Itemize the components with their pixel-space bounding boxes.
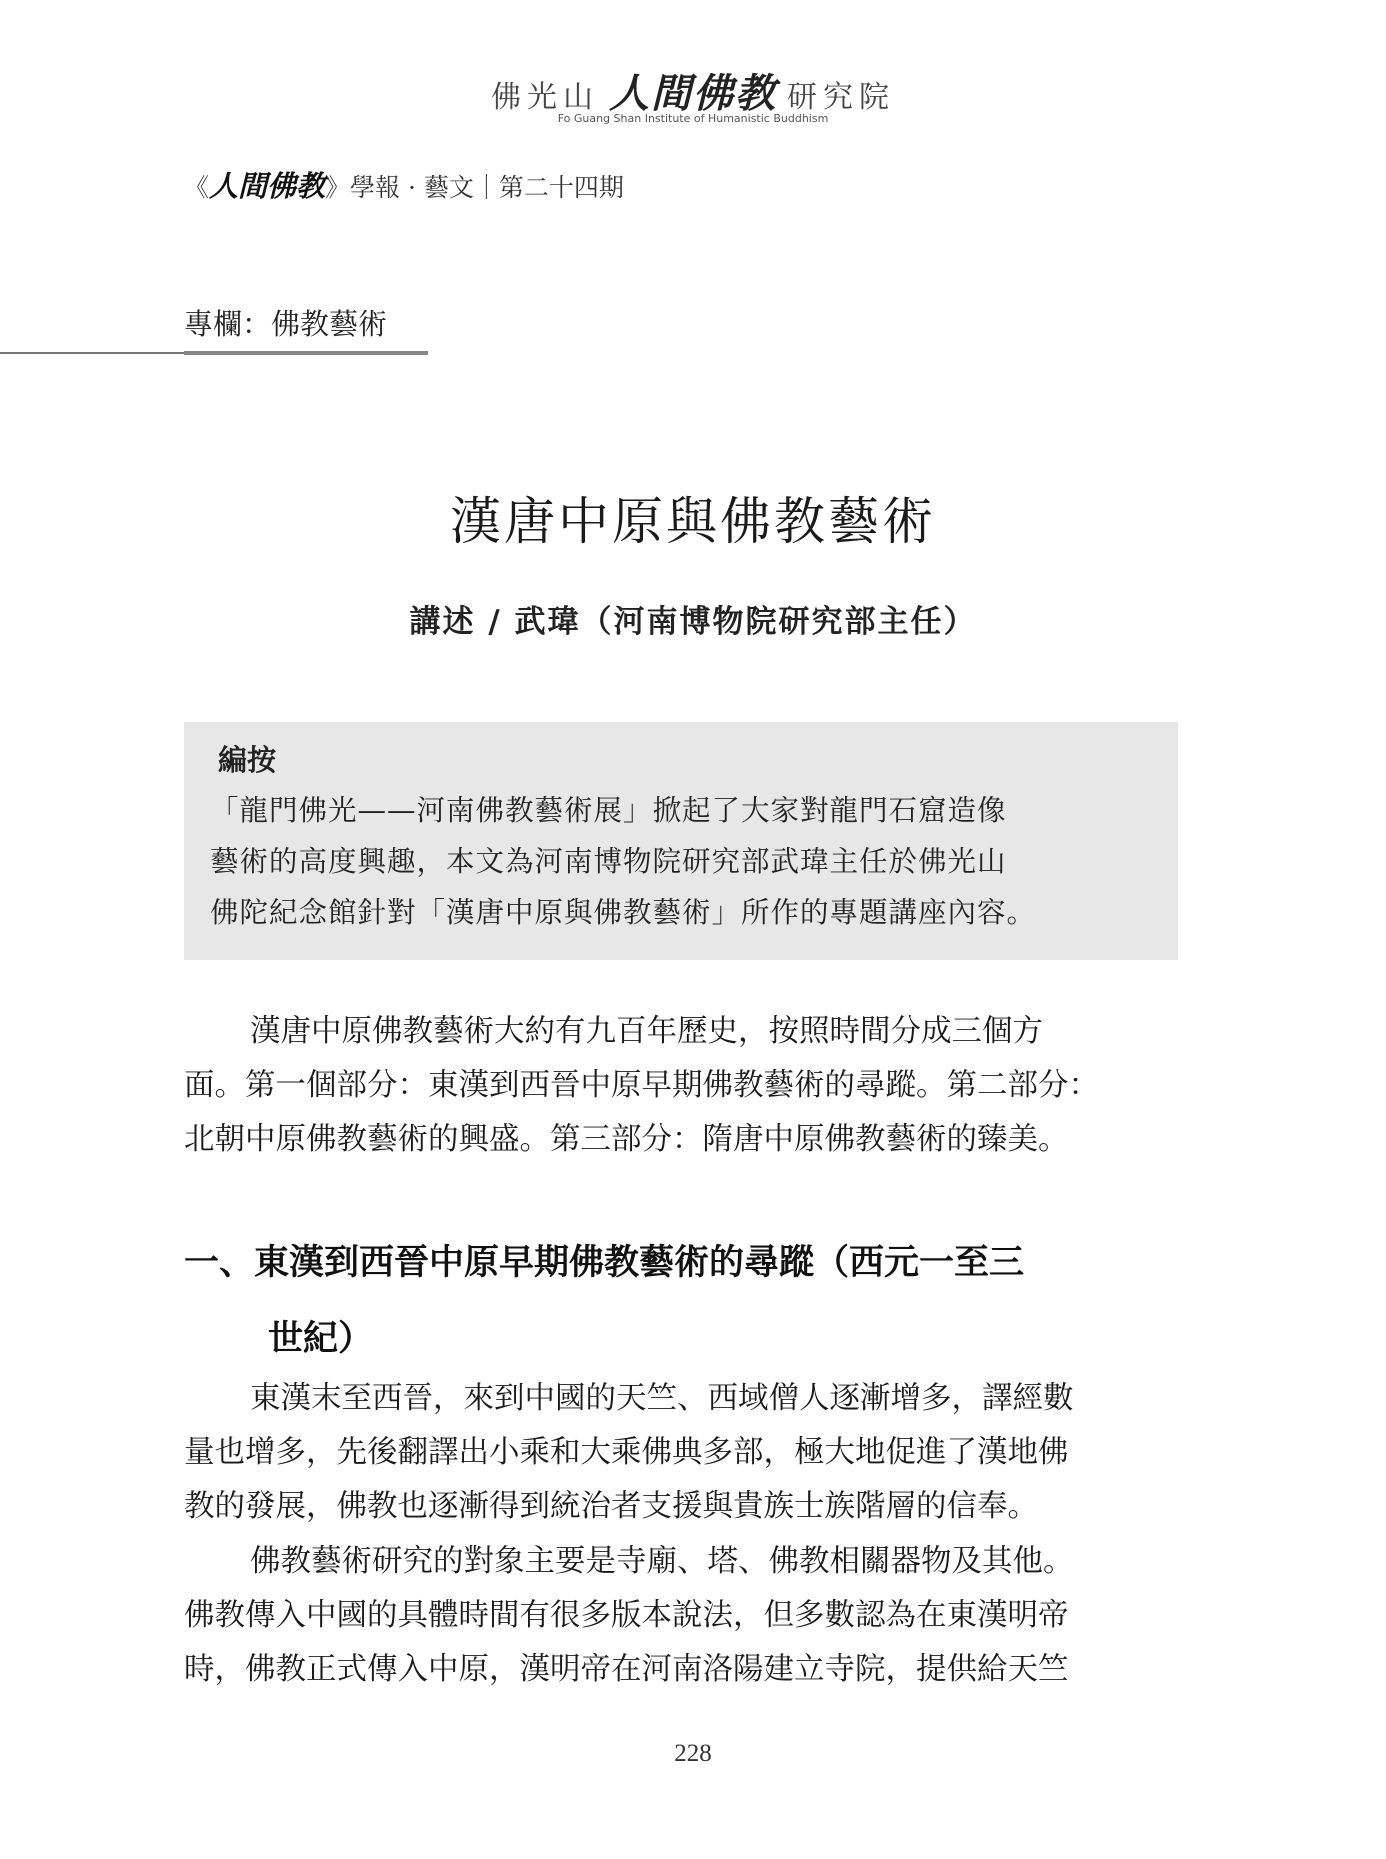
text-line: 北朝中原佛教藝術的興盛。第三部分：隋唐中原佛教藝術的臻美。 bbox=[184, 1122, 1069, 1157]
text-line: 佛教藝術研究的對象主要是寺廟、塔、佛教相關器物及其他。 bbox=[250, 1544, 1074, 1579]
text-line: 時，佛教正式傳入中原，漢明帝在河南洛陽建立寺院，提供給天竺 bbox=[184, 1652, 1069, 1687]
institute-english-name: Fo Guang Shan Institute of Humanistic Buddhism bbox=[557, 112, 829, 125]
section-paragraph bbox=[184, 1535, 1180, 1697]
section-paragraph bbox=[184, 1372, 1180, 1534]
article-title: 漢唐中原與佛教藝術 bbox=[449, 493, 936, 552]
institute-header bbox=[0, 62, 1386, 119]
institute-suffix: 研究院 bbox=[787, 80, 895, 115]
section-heading-line: 一、東漢到西晉中原早期佛教藝術的尋蹤（西元一至三 bbox=[184, 1242, 1025, 1283]
editor-note-text bbox=[210, 785, 1160, 938]
section-heading-line: 世紀） bbox=[268, 1318, 374, 1359]
journal-line bbox=[184, 164, 624, 205]
text-line: 量也增多，先後翻譯出小乘和大乘佛典多部，極大地促進了漢地佛 bbox=[184, 1435, 1069, 1470]
text-line: 佛教傳入中國的具體時間有很多版本說法，但多數認為在東漢明帝 bbox=[184, 1598, 1069, 1633]
text-line: 教的發展，佛教也逐漸得到統治者支援與貴族士族階層的信奉。 bbox=[184, 1489, 1038, 1524]
text-line: 面。第一個部分：東漢到西晉中原早期佛教藝術的尋蹤。第二部分： bbox=[184, 1068, 1099, 1103]
journal-brand: 人間佛教 bbox=[209, 169, 326, 203]
journal-issue: 》學報 · 藝文｜第二十四期 bbox=[325, 173, 624, 202]
editor-note-line: 藝術的高度興趣，本文為河南博物院研究部武瑋主任於佛光山 bbox=[210, 845, 1007, 878]
column-label: 專欄：佛教藝術 bbox=[184, 307, 388, 341]
editor-note-line: 「龍門佛光——河南佛教藝術展」掀起了大家對龍門石窟造像 bbox=[210, 794, 1007, 827]
page-number: 228 bbox=[674, 1740, 712, 1767]
institute-prefix: 佛光山 bbox=[491, 80, 599, 115]
institute-brand-logo: 人間佛教 bbox=[609, 70, 777, 117]
text-line: 漢唐中原佛教藝術大約有九百年歷史，按照時間分成三個方 bbox=[250, 1014, 1043, 1049]
column-underline bbox=[184, 351, 428, 355]
journal-open-bracket: 《 bbox=[184, 173, 210, 202]
intro-paragraph bbox=[184, 1005, 1180, 1167]
section-heading bbox=[184, 1225, 1180, 1377]
article-author: 講述 / 武瑋（河南博物院研究部主任） bbox=[409, 604, 977, 640]
editor-note-label: 編按 bbox=[218, 743, 277, 777]
text-line: 東漢末至西晉，來到中國的天竺、西域僧人逐漸增多，譯經數 bbox=[250, 1381, 1074, 1416]
editor-note-line: 佛陀紀念館針對「漢唐中原與佛教藝術」所作的專題講座內容。 bbox=[210, 896, 1037, 929]
